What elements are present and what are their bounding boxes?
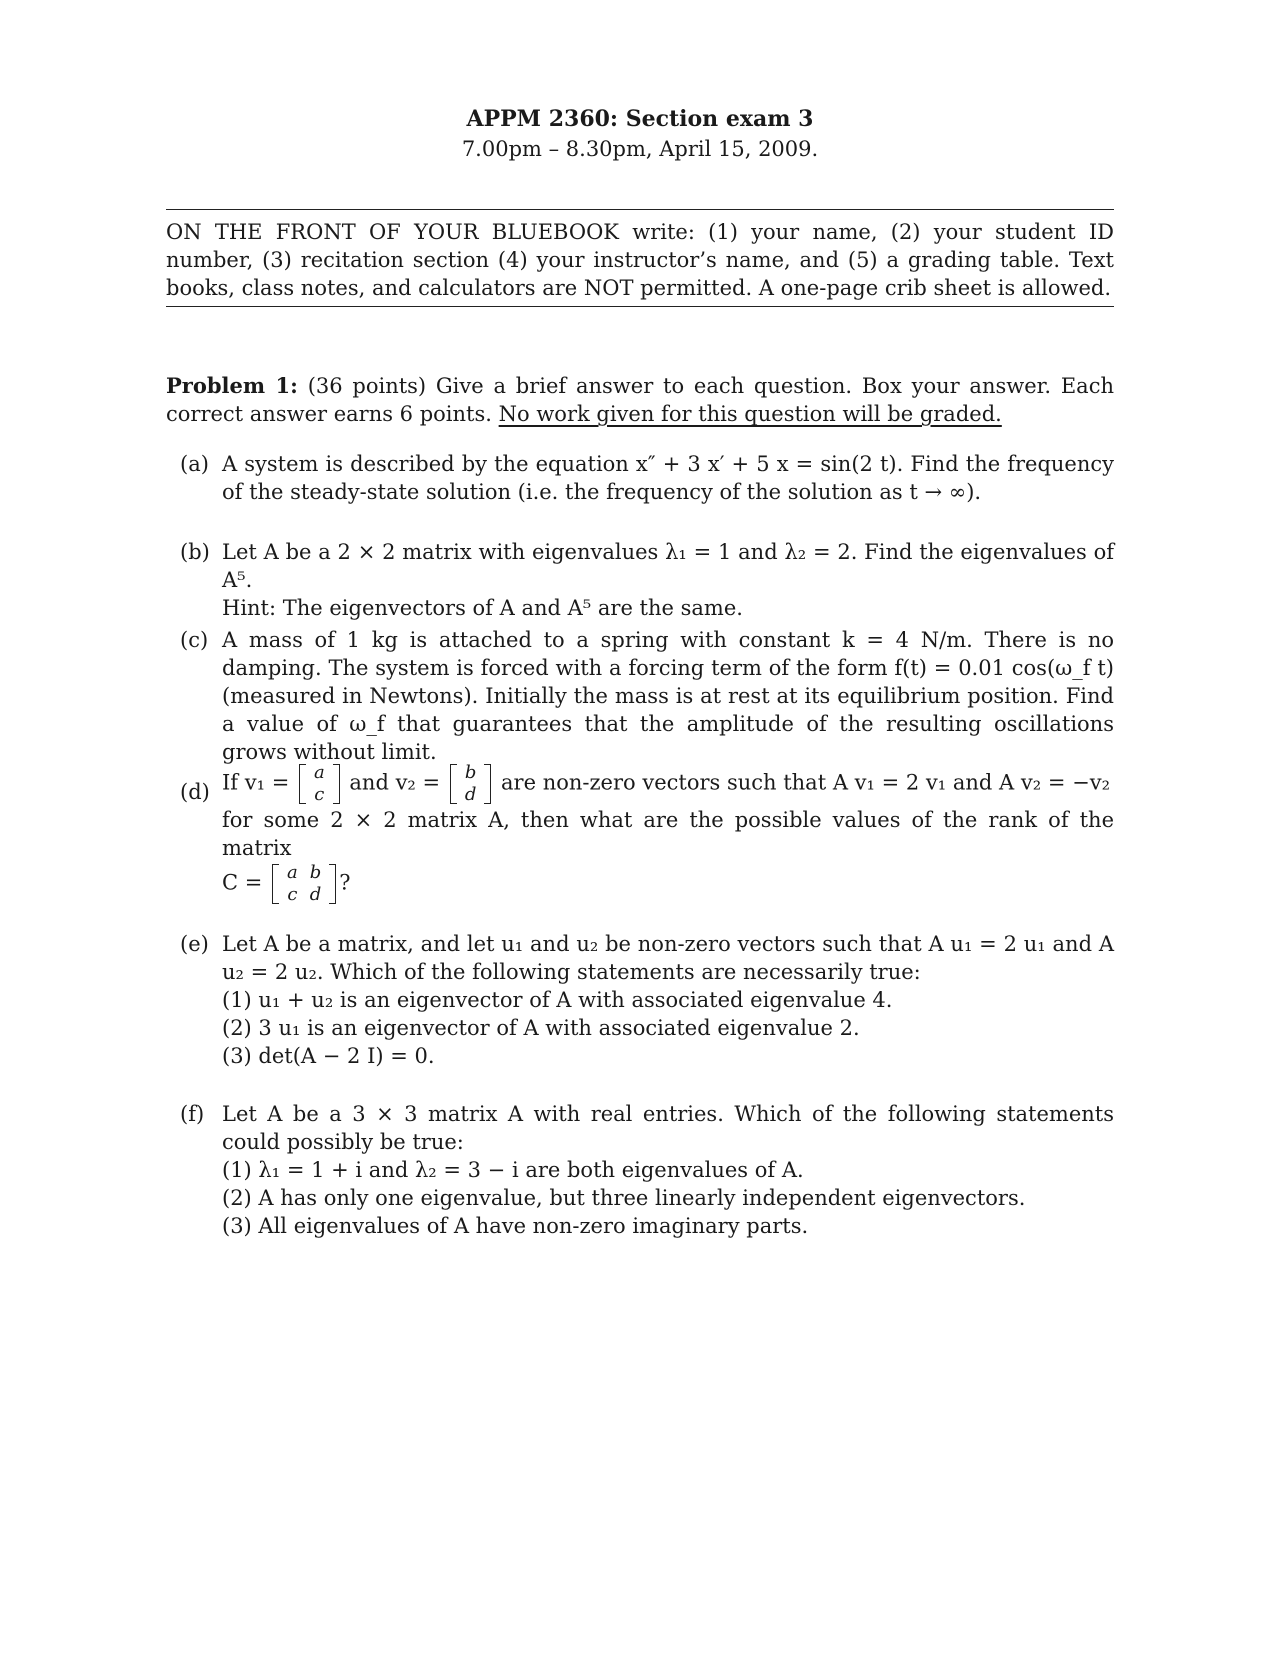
matrix-entry: b — [309, 862, 322, 883]
part-label: (c) — [180, 628, 209, 652]
grading-note: No work given for this question will be graded. — [498, 402, 1002, 426]
matrix-entry: c — [314, 784, 325, 805]
question-mark: ? — [339, 870, 351, 895]
statement-3: (3) det(A − 2 I) = 0. — [222, 1044, 435, 1068]
exam-datetime: 7.00pm – 8.30pm, April 15, 2009. — [461, 137, 819, 161]
part-c — [180, 626, 1114, 766]
vector-v2 — [450, 762, 492, 806]
matrix-entry: c — [287, 884, 298, 905]
part-d-line3 — [222, 862, 1114, 906]
part-b — [180, 538, 1114, 622]
part-e — [180, 930, 1114, 1070]
part-d-line1 — [222, 762, 1114, 806]
part-label: (a) — [180, 452, 209, 476]
part-d-if: If v₁ = — [222, 770, 290, 795]
part-a — [180, 450, 1114, 506]
statement-1: (1) u₁ + u₂ is an eigenvector of A with associated eigenvalue 4. — [222, 988, 893, 1012]
matrix-entry: d — [464, 784, 477, 805]
part-e-question: Let A be a matrix, and let u₁ and u₂ be non-zero vectors such that A u₁ = 2 u₁ and A u₂ = 2 u₂. Which of the following statements are necessarily true: — [222, 932, 1114, 984]
statement-2: (2) A has only one eigenvalue, but three linearly independent eigenvectors. — [222, 1186, 1026, 1210]
part-label: (e) — [180, 932, 209, 956]
vector-v1 — [299, 762, 340, 806]
part-f-question: Let A be a 3 × 3 matrix A with real entries. Which of the following statements could possibly be true: — [222, 1102, 1114, 1154]
matrix-c-label: C = — [222, 870, 263, 895]
part-b-hint: Hint: The eigenvectors of A and A⁵ are the same. — [222, 596, 743, 620]
problem-1-label: Problem 1: — [166, 373, 298, 398]
part-d-line2: for some 2 × 2 matrix A, then what are the possible values of the rank of the matrix — [222, 808, 1114, 860]
matrix-entry: d — [309, 884, 322, 905]
matrix-entry: b — [464, 762, 477, 783]
statement-1: (1) λ₁ = 1 + i and λ₂ = 3 − i are both eigenvalues of A. — [222, 1158, 804, 1182]
matrix-c — [272, 862, 336, 906]
exam-title: APPM 2360: Section exam 3 — [466, 106, 814, 132]
problem-1-intro — [166, 372, 1114, 428]
part-d-and: and v₂ = — [349, 770, 441, 795]
part-c-text: A mass of 1 kg is attached to a spring with constant k = 4 N/m. There is no damping. The system is forced with a forcing term of the form f(t) = 0.01 cos(ω_f t) (measured in Newtons). Initially the mass is at rest at its equilibrium position. Find a value of ω_f that guarantees that the amplitude of the resulting oscillations grows without limit. — [222, 628, 1114, 764]
part-label: (d) — [180, 780, 210, 804]
matrix-entry: a — [313, 762, 325, 783]
part-d-condition: are non-zero vectors such that A v₁ = 2 v₁ and A v₂ = −v₂ — [501, 770, 1110, 795]
statement-3: (3) All eigenvalues of A have non-zero imaginary parts. — [222, 1214, 809, 1238]
statement-2: (2) 3 u₁ is an eigenvector of A with associated eigenvalue 2. — [222, 1016, 860, 1040]
matrix-entry: a — [287, 862, 298, 883]
part-d — [180, 762, 1114, 906]
part-label: (f) — [180, 1102, 205, 1126]
part-label: (b) — [180, 540, 210, 564]
problem-1-instructions: (36 points) Give a brief answer to each question. Box your answer. Each correct answer earns 6 points. — [166, 374, 1114, 426]
part-b-question: Let A be a 2 × 2 matrix with eigenvalues λ₁ = 1 and λ₂ = 2. Find the eigenvalues of A⁵. — [222, 540, 1114, 592]
part-f — [180, 1100, 1114, 1240]
instructions-box: ON THE FRONT OF YOUR BLUEBOOK write: (1) your name, (2) your student ID number, (3) recitation section (4) your instructor’s name, and (5) a grading table. Text books, class notes, and calculators are NOT permitted. A one-page crib sheet is allowed. — [166, 209, 1114, 307]
part-a-text: A system is described by the equation x″ + 3 x′ + 5 x = sin(2 t). Find the frequency of the steady-state solution (i.e. the frequency of the solution as t → ∞). — [222, 452, 1114, 504]
